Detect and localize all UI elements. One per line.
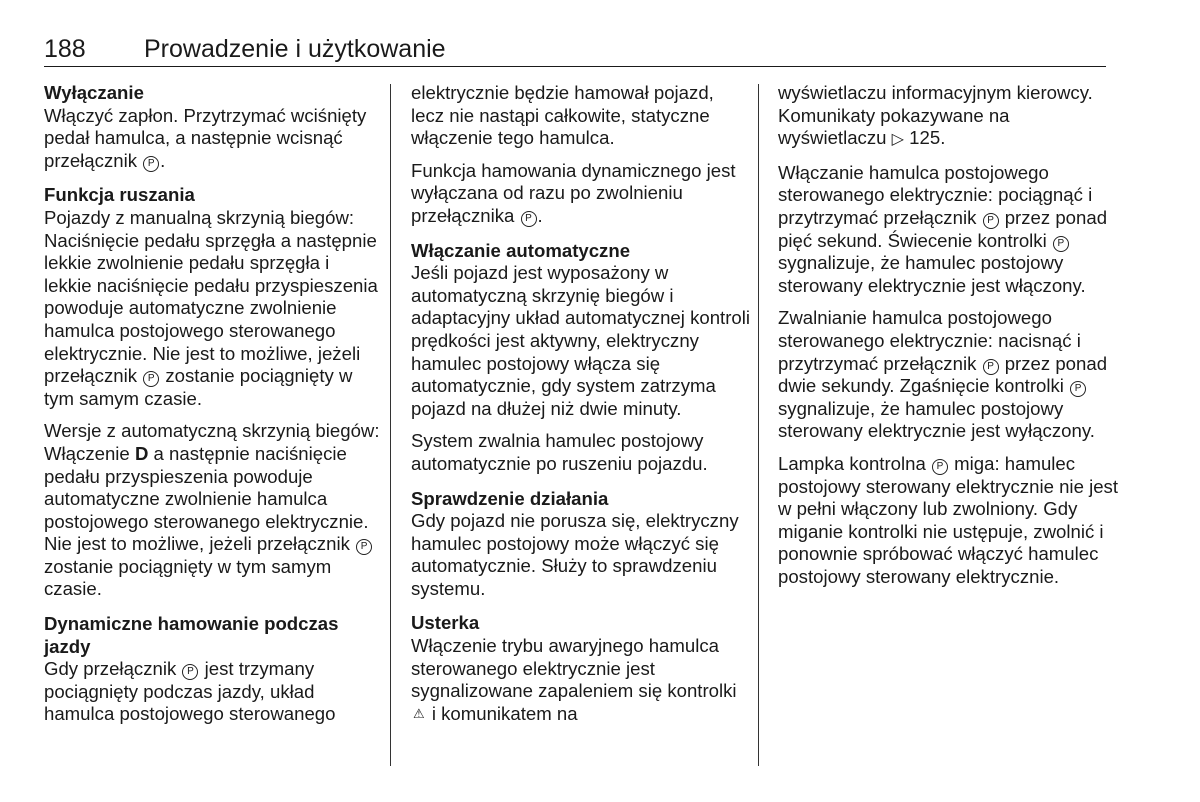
parking-brake-icon: P bbox=[143, 371, 159, 387]
chapter-title: Prowadzenie i użytkowanie bbox=[144, 35, 446, 63]
paragraph: Gdy pojazd nie porusza się, elektryczny hamulec postojowy może włączyć się automatycznie. Służy to sprawdzeniu systemu. bbox=[411, 510, 739, 599]
parking-brake-icon: P bbox=[143, 156, 159, 172]
section-heading: Dynamiczne hamowanie podczas jazdy bbox=[44, 613, 339, 657]
parking-brake-icon: P bbox=[1053, 236, 1069, 252]
section-dynamiczne-hamowanie bbox=[44, 613, 380, 726]
parking-brake-fault-icon: ⚠ bbox=[413, 705, 425, 721]
parking-brake-icon: P bbox=[983, 359, 999, 375]
page-header bbox=[44, 34, 1106, 67]
parking-brake-icon: P bbox=[983, 213, 999, 229]
section-funkcja-ruszania bbox=[44, 184, 380, 601]
paragraph: Gdy przełącznik P jest trzymany pociągnięty podczas jazdy, układ hamulca postojowego sterowanego bbox=[44, 658, 336, 725]
column-2 bbox=[411, 82, 751, 737]
section-usterka bbox=[411, 612, 751, 725]
paragraph: Włączyć zapłon. Przytrzymać wciśnięty pedał hamulca, a następnie wcisnąć przełącznik P . bbox=[44, 104, 367, 171]
page-reference[interactable]: 125 bbox=[909, 127, 941, 149]
paragraph: Włączanie hamulca postojowego sterowanego elektrycznie: pociągnąć i przytrzymać przełącznik P przez ponad pięć sekund. Świecenie kontrolki P sygnalizuje, że hamulec postojowy sterowany elektrycznie jest włączony. bbox=[778, 161, 1108, 296]
parking-brake-icon: P bbox=[1070, 381, 1086, 397]
triangle-right-icon: ▷ bbox=[891, 131, 904, 149]
column-3 bbox=[778, 82, 1118, 598]
section-wylaczanie bbox=[44, 82, 380, 172]
paragraph: Włączenie trybu awaryjnego hamulca sterowanego elektrycznie jest sygnalizowane zapaleniem się kontrolki ⚠ i komunikatem na bbox=[411, 635, 737, 724]
paragraph: Pojazdy z manualną skrzynią biegów: Naciśnięcie pedału sprzęgła a następnie lekkie zwolnienie pedału sprzęgła i lekkie naciśnięcie pedału przyspieszenia powoduje automatyczne zwolnienie hamulca postojowego sterowanego elektrycznie. Nie jest to możliwe, jeżeli przełącznik P zostanie pociągnięty w tym samym czasie. bbox=[44, 206, 378, 409]
parking-brake-icon: P bbox=[356, 539, 372, 555]
paragraph: System zwalnia hamulec postojowy automatycznie po ruszeniu pojazdu. bbox=[411, 430, 708, 474]
paragraph: elektrycznie będzie hamował pojazd, lecz nie nastąpi całkowite, statyczne włączenie tego hamulca. bbox=[411, 82, 714, 149]
page-number: 188 bbox=[44, 35, 86, 63]
gear-d-label: D bbox=[134, 442, 149, 464]
paragraph: Wersje z automatyczną skrzynią biegów: Włączenie D a następnie naciśnięcie pedału przyspieszenia powoduje automatyczne zwolnienie hamulca postojowego sterowanego elektrycznie. Nie jest to możliwe, jeżeli przełącznik P zostanie pociągnięty w tym samym czasie. bbox=[44, 420, 380, 600]
column-1 bbox=[44, 82, 380, 738]
parking-brake-icon: P bbox=[182, 664, 198, 680]
section-heading: Usterka bbox=[411, 612, 480, 634]
parking-brake-icon: P bbox=[521, 211, 537, 227]
section-heading: Wyłączanie bbox=[44, 82, 144, 103]
section-heading: Sprawdzenie działania bbox=[411, 487, 609, 509]
section-continued bbox=[411, 160, 751, 228]
paragraph: Lampka kontrolna P miga: hamulec postojowy sterowany elektrycznie nie jest w pełni włączony lub zwolniony. Gdy miganie kontrolki nie ustępuje, zwolnić i ponownie spróbować włączyć hamulec postojowy sterowany elektrycznie. bbox=[778, 452, 1119, 587]
section-heading: Funkcja ruszania bbox=[44, 184, 195, 206]
column-divider bbox=[390, 84, 391, 766]
paragraph: wyświetlaczu informacyjnym kierowcy. Komunikaty pokazywane na wyświetlaczu ▷ 125. bbox=[778, 82, 1093, 149]
section-heading: Włączanie automatyczne bbox=[411, 239, 631, 261]
column-divider bbox=[758, 84, 759, 766]
parking-brake-icon: P bbox=[932, 459, 948, 475]
section-sprawdzenie-dzialania bbox=[411, 488, 751, 601]
paragraph: Funkcja hamowania dynamicznego jest wyłączana od razu po zwolnieniu przełącznika P . bbox=[411, 159, 736, 226]
paragraph: Jeśli pojazd jest wyposażony w automatyczną skrzynię biegów i adaptacyjny układ automatycznej kontroli prędkości jest aktywny, elektryczny hamulec postojowy włącza się automatycznie, gdy system zatrzyma pojazd na dłużej niż dwie minuty. bbox=[411, 262, 751, 419]
paragraph: Zwalnianie hamulca postojowego sterowanego elektrycznie: nacisnąć i przytrzymać przełącznik P przez ponad dwie sekundy. Zgaśnięcie kontrolki P sygnalizuje, że hamulec postojowy sterowany elektrycznie jest wyłączony. bbox=[778, 307, 1108, 442]
section-wlaczanie-automatyczne bbox=[411, 240, 751, 476]
